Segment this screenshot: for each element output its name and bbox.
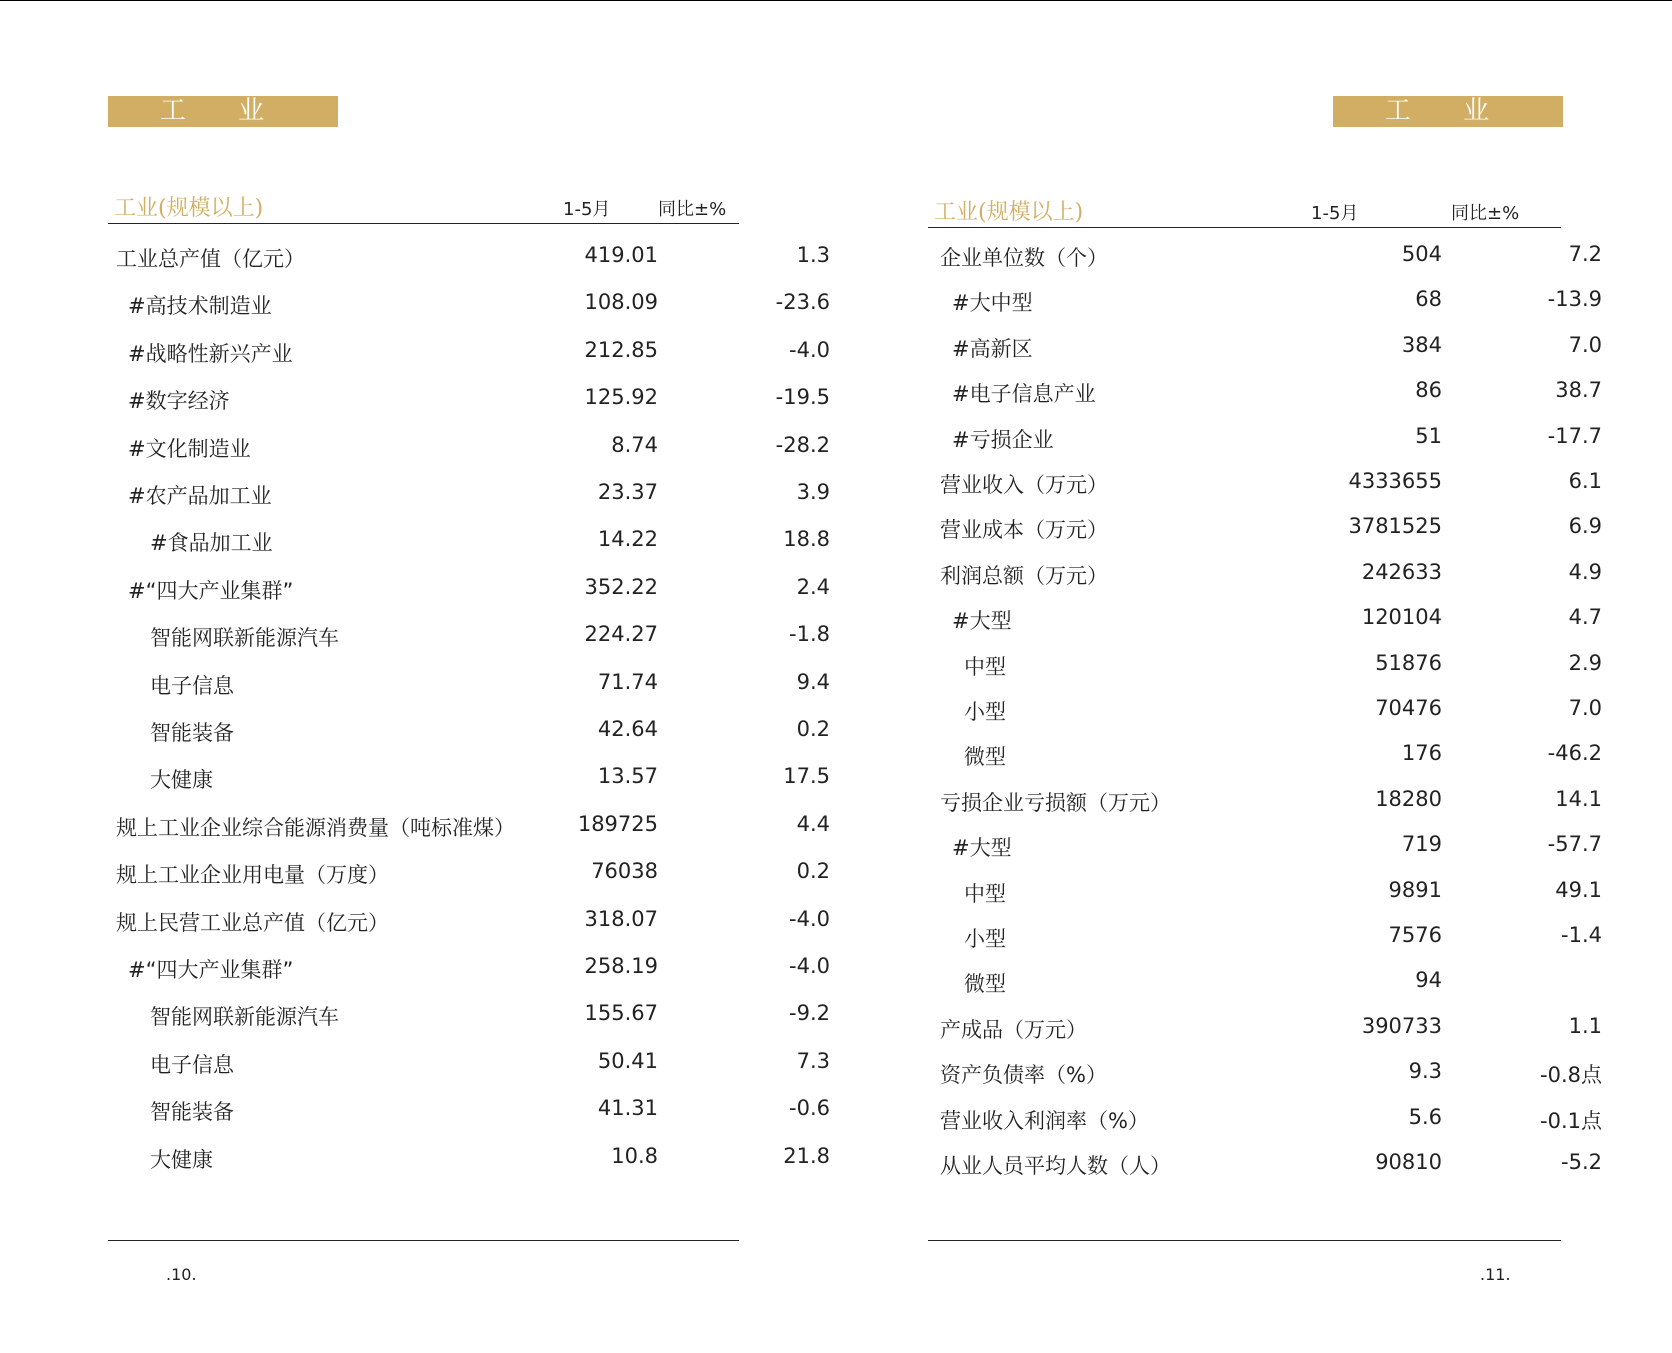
row-value-period: 125.92 [584,385,658,410]
table-row [928,781,1602,821]
column-header-yoy: 同比±% [1451,203,1520,224]
table-header [108,183,739,224]
row-label: #战略性新兴产业 [128,341,293,366]
row-label: 工业总产值（亿元） [116,247,305,271]
table-row [108,806,830,846]
table-row [928,327,1602,367]
table-row [928,281,1602,321]
row-value-period: 76038 [591,859,658,884]
row-label: 资产负债率（%） [940,1063,1107,1088]
row-value-period: 176 [1401,741,1442,766]
row-value-yoy: -0.1点 [1540,1108,1602,1133]
row-value-period: 155.67 [584,1001,658,1026]
row-value-yoy: -1.8 [789,622,830,647]
row-value-period: 4333655 [1348,469,1442,493]
row-value-period: 10.8 [611,1143,658,1168]
table-row [928,962,1561,1002]
row-label: #电子信息产业 [952,382,1096,407]
row-value-yoy: -0.8点 [1540,1063,1602,1088]
row-value-yoy: -4.0 [789,954,830,978]
row-label: #高技术制造业 [128,294,272,319]
row-label: 企业单位数（个） [940,246,1108,270]
row-value-period: 120104 [1361,605,1442,630]
row-value-period: 51876 [1375,650,1442,675]
row-label: 亏损企业亏损额（万元） [940,790,1171,815]
row-value-yoy: 3.9 [796,480,830,504]
row-label: #大型 [952,609,1012,634]
table-row [928,872,1602,912]
section-banner: 工 业 [1333,96,1563,127]
table-row [928,508,1602,548]
row-label: 营业收入利润率（%） [940,1108,1149,1133]
row-value-period: 23.37 [597,480,658,504]
table-row [108,1138,830,1178]
row-label: 利润总额（万元） [940,563,1108,588]
row-label: #文化制造业 [128,436,251,461]
table-row [108,284,830,324]
page-number: .11. [1480,1265,1511,1284]
row-value-yoy: -17.7 [1547,423,1602,448]
row-label: 大健康 [150,1147,213,1172]
row-value-period: 14.22 [597,527,658,552]
row-value-period: 9.3 [1408,1059,1442,1084]
row-value-period: 71.74 [597,669,658,694]
row-value-yoy: -46.2 [1547,741,1602,766]
row-label: #农产品加工业 [128,484,272,508]
row-value-yoy: 7.0 [1568,696,1602,720]
row-value-yoy: 49.1 [1555,877,1602,902]
row-value-yoy: 4.9 [1568,559,1602,584]
row-value-period: 224.27 [584,622,658,647]
row-value-yoy: -28.2 [775,432,830,457]
table-header [928,187,1561,228]
table-row [928,1144,1602,1184]
row-value-period: 3781525 [1348,514,1442,539]
row-value-yoy: -4.0 [789,906,830,931]
table-row [108,474,830,514]
row-value-yoy: -23.6 [775,290,830,315]
table-row [928,1008,1602,1048]
row-value-yoy: 0.2 [796,859,830,884]
row-value-period: 50.41 [597,1048,658,1073]
row-label: 营业成本（万元） [940,518,1108,543]
row-value-period: 68 [1415,287,1442,312]
column-header-period: 1-5月 [563,199,611,220]
row-value-period: 352.22 [584,574,658,599]
table-row [108,332,830,372]
row-value-yoy: -57.7 [1547,832,1602,857]
row-value-yoy: -19.5 [775,385,830,410]
row-value-yoy: 18.8 [783,527,830,552]
row-label: 小型 [964,700,1006,724]
row-label: 营业收入（万元） [940,473,1108,497]
row-value-yoy: 2.4 [796,574,830,599]
table-row [108,427,830,467]
row-value-period: 42.64 [597,717,658,741]
table-row [928,1053,1602,1093]
table-title: 工业(规模以上) [114,196,264,221]
column-header-period: 1-5月 [1311,203,1359,224]
row-value-yoy: 9.4 [796,669,830,694]
row-value-yoy: -13.9 [1547,287,1602,312]
row-label: 小型 [964,927,1006,951]
table-row [928,236,1602,276]
table-row [108,758,830,798]
row-value-yoy: 14.1 [1555,786,1602,811]
row-value-period: 8.74 [611,432,658,457]
row-label: 微型 [964,972,1006,997]
row-value-yoy: 7.3 [796,1048,830,1073]
row-value-yoy: -9.2 [789,1001,830,1026]
row-value-yoy: 21.8 [783,1143,830,1168]
row-value-period: 51 [1415,423,1442,448]
row-value-period: 719 [1401,832,1442,857]
row-value-period: 390733 [1361,1013,1442,1038]
table-row [928,645,1602,685]
row-value-yoy: -5.2 [1561,1150,1602,1174]
table-row [108,664,830,704]
right-page [836,0,1672,1353]
row-label: #“四大产业集群” [128,958,294,982]
table-row [108,521,830,561]
row-label: 大健康 [150,768,213,793]
row-value-yoy: 38.7 [1555,378,1602,403]
row-value-yoy: 17.5 [783,764,830,789]
row-label: #大中型 [952,291,1033,316]
row-value-yoy: 0.2 [796,717,830,741]
table-row [928,917,1602,957]
row-label: 中型 [964,881,1006,906]
row-label: 中型 [964,654,1006,679]
table-row [928,1099,1602,1139]
table-row [108,237,830,277]
table-row [108,711,830,751]
row-value-yoy: 4.4 [796,811,830,836]
row-label: #高新区 [952,336,1033,361]
column-header-yoy: 同比±% [658,199,727,220]
row-label: 电子信息 [150,1052,234,1077]
table-row [108,616,830,656]
row-label: #食品加工业 [150,531,273,556]
row-value-yoy: 4.7 [1568,605,1602,630]
row-value-period: 94 [1415,968,1442,993]
row-value-period: 7576 [1388,923,1442,947]
table-row [928,690,1602,730]
table-bottom-rule [108,1240,739,1241]
row-value-yoy: -0.6 [789,1096,830,1121]
table-row [108,1090,830,1130]
row-value-yoy: 1.3 [796,243,830,267]
row-value-period: 18280 [1375,786,1442,811]
row-value-period: 13.57 [597,764,658,789]
row-label: 规上工业企业综合能源消费量（吨标准煤） [116,815,515,840]
row-label: 产成品（万元） [940,1017,1087,1042]
row-value-yoy: -4.0 [789,337,830,362]
row-value-period: 108.09 [584,290,658,315]
table-row [928,826,1602,866]
row-label: 规上工业企业用电量（万度） [116,863,389,888]
table-row [928,735,1602,775]
row-label: 规上民营工业总产值（亿元） [116,910,389,935]
table-row [928,554,1602,594]
table-bottom-rule [928,1240,1561,1241]
row-value-period: 212.85 [584,337,658,362]
row-value-period: 242633 [1361,559,1442,584]
page-number: .10. [166,1265,197,1284]
table-row [928,463,1602,503]
row-value-yoy: -1.4 [1561,923,1602,947]
row-value-period: 504 [1401,242,1442,266]
row-label: 从业人员平均人数（人） [940,1154,1171,1178]
table-row [108,379,830,419]
row-value-period: 70476 [1375,696,1442,720]
table-row [108,853,830,893]
row-label: 智能网联新能源汽车 [150,1005,339,1030]
row-label: 微型 [964,745,1006,770]
row-value-period: 384 [1401,332,1442,357]
table-row [928,418,1602,458]
table-row [108,1043,830,1083]
table-row [108,948,830,988]
table-title: 工业(规模以上) [934,200,1084,225]
row-label: 智能装备 [150,1100,234,1125]
row-label: 智能网联新能源汽车 [150,626,339,651]
row-value-yoy: 1.1 [1568,1013,1602,1038]
row-value-period: 189725 [577,811,658,836]
row-label: #大型 [952,836,1012,861]
row-label: #数字经济 [128,389,230,414]
row-value-yoy: 6.9 [1568,514,1602,539]
row-value-yoy: 7.0 [1568,332,1602,357]
row-value-period: 318.07 [584,906,658,931]
row-value-period: 90810 [1375,1150,1442,1174]
row-value-yoy: 2.9 [1568,650,1602,675]
row-value-period: 258.19 [584,954,658,978]
row-value-period: 9891 [1388,877,1442,902]
row-label: 智能装备 [150,721,234,745]
table-row [928,599,1602,639]
row-label: 电子信息 [150,673,234,698]
row-label: #亏损企业 [952,427,1054,452]
table-row [108,569,830,609]
section-banner: 工 业 [108,96,338,127]
row-value-period: 419.01 [584,243,658,267]
table-row [928,372,1602,412]
table-row [108,995,830,1035]
table-row [108,901,830,941]
row-label: #“四大产业集群” [128,578,294,603]
row-value-yoy: 6.1 [1568,469,1602,493]
row-value-yoy: 7.2 [1568,242,1602,266]
row-value-period: 41.31 [597,1096,658,1121]
row-value-period: 5.6 [1408,1104,1442,1129]
row-value-period: 86 [1415,378,1442,403]
